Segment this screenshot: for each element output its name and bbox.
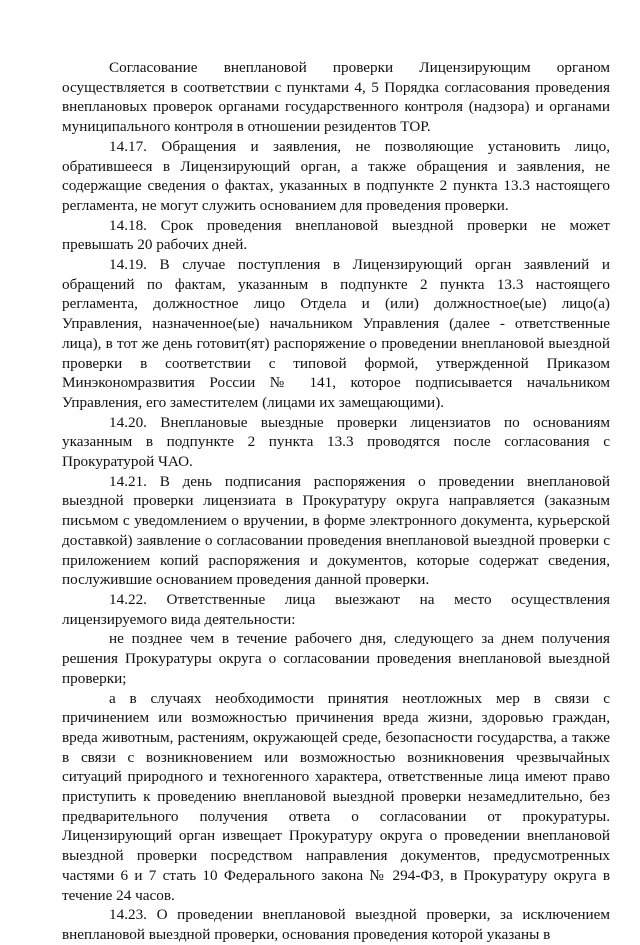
paragraph-14-19: 14.19. В случае поступления в Лицензирующий орган заявлений и обращений по фактам, указанным в подпункте 2 пункта 13.3 настоящего регламента, должностное лицо Отдела и (или) должностное(ые) лицо(а) Управления, назначенное(ые) начальником Управления (далее - ответственные лица), в тот же день готовит(ят) распоряжение о проведении внеплановой выездной проверки в соответствии с типовой формой, утвержденной Приказом Минэкономразвития России № 141, которое подписывается начальником Управления, его заместителем (лицами их замещающими). — [62, 256, 610, 411]
paragraph-approval: Согласование внеплановой проверки Лицензирующим органом осуществляется в соответствии с пунктами 4, 5 Порядка согласования проведения внеплановых проверок органами государственного контроля (надзора) и органами муниципального контроля в отношении резидентов ТОР. — [62, 59, 610, 136]
paragraph-14-22-item-1: не позднее чем в течение рабочего дня, следующего за днем получения решения Прокуратуры округа о согласовании проведения внеплановой выездной проверки; — [62, 630, 610, 687]
paragraph-14-21: 14.21. В день подписания распоряжения о проведении внеплановой выездной проверки лицензиата в Прокуратуру округа направляется (заказным письмом с уведомлением о вручении, в форме электронного документа, курьерской доставкой) заявление о согласовании проведения внеплановой выездной проверки с приложением копий распоряжения и документов, которые содержат сведения, послужившие основанием проведения данной проверки. — [62, 472, 610, 589]
paragraph-14-22-item-2: а в случаях необходимости принятия неотложных мер в связи с причинением или возможностью причинения вреда жизни, здоровью граждан, вреда животным, растениям, окружающей среде, безопасности государства, а также в связи с возникновением или возможностью возникновения чрезвычайных ситуаций природного и техногенного характера, ответственные лица имеют право приступить к проведению внеплановой выездной проверки незамедлительно, без предварительного получения ответа о согласовании от прокуратуры. Лицензирующий орган извещает Прокуратуру округа о проведении внеплановой выездной проверки посредством направления документов, предусмотренных частями 6 и 7 стать 10 Федерального закона № 294-ФЗ, в Прокуратуру округа в течение 24 часов. — [62, 689, 610, 904]
paragraph-14-23: 14.23. О проведении внеплановой выездной проверки, за исключением внеплановой выездной проверки, основания проведения которой указаны в — [62, 906, 610, 943]
paragraph-14-22: 14.22. Ответственные лица выезжают на место осуществления лицензируемого вида деятельности: — [62, 590, 610, 628]
paragraph-14-20: 14.20. Внеплановые выездные проверки лицензиатов по основаниям указанным в подпункте 2 пункта 13.3 проводятся после согласования с Прокуратурой ЧАО. — [62, 413, 610, 471]
paragraph-14-18: 14.18. Срок проведения внеплановой выездной проверки не может превышать 20 рабочих дней. — [62, 216, 610, 254]
paragraph-14-17: 14.17. Обращения и заявления, не позволяющие установить лицо, обратившееся в Лицензирующий орган, а также обращения и заявления, не содержащие сведения о фактах, указанных в подпункте 2 пункта 13.3 настоящего регламента, не могут служить основанием для проведения проверки. — [62, 137, 610, 214]
document-page — [62, 58, 610, 945]
